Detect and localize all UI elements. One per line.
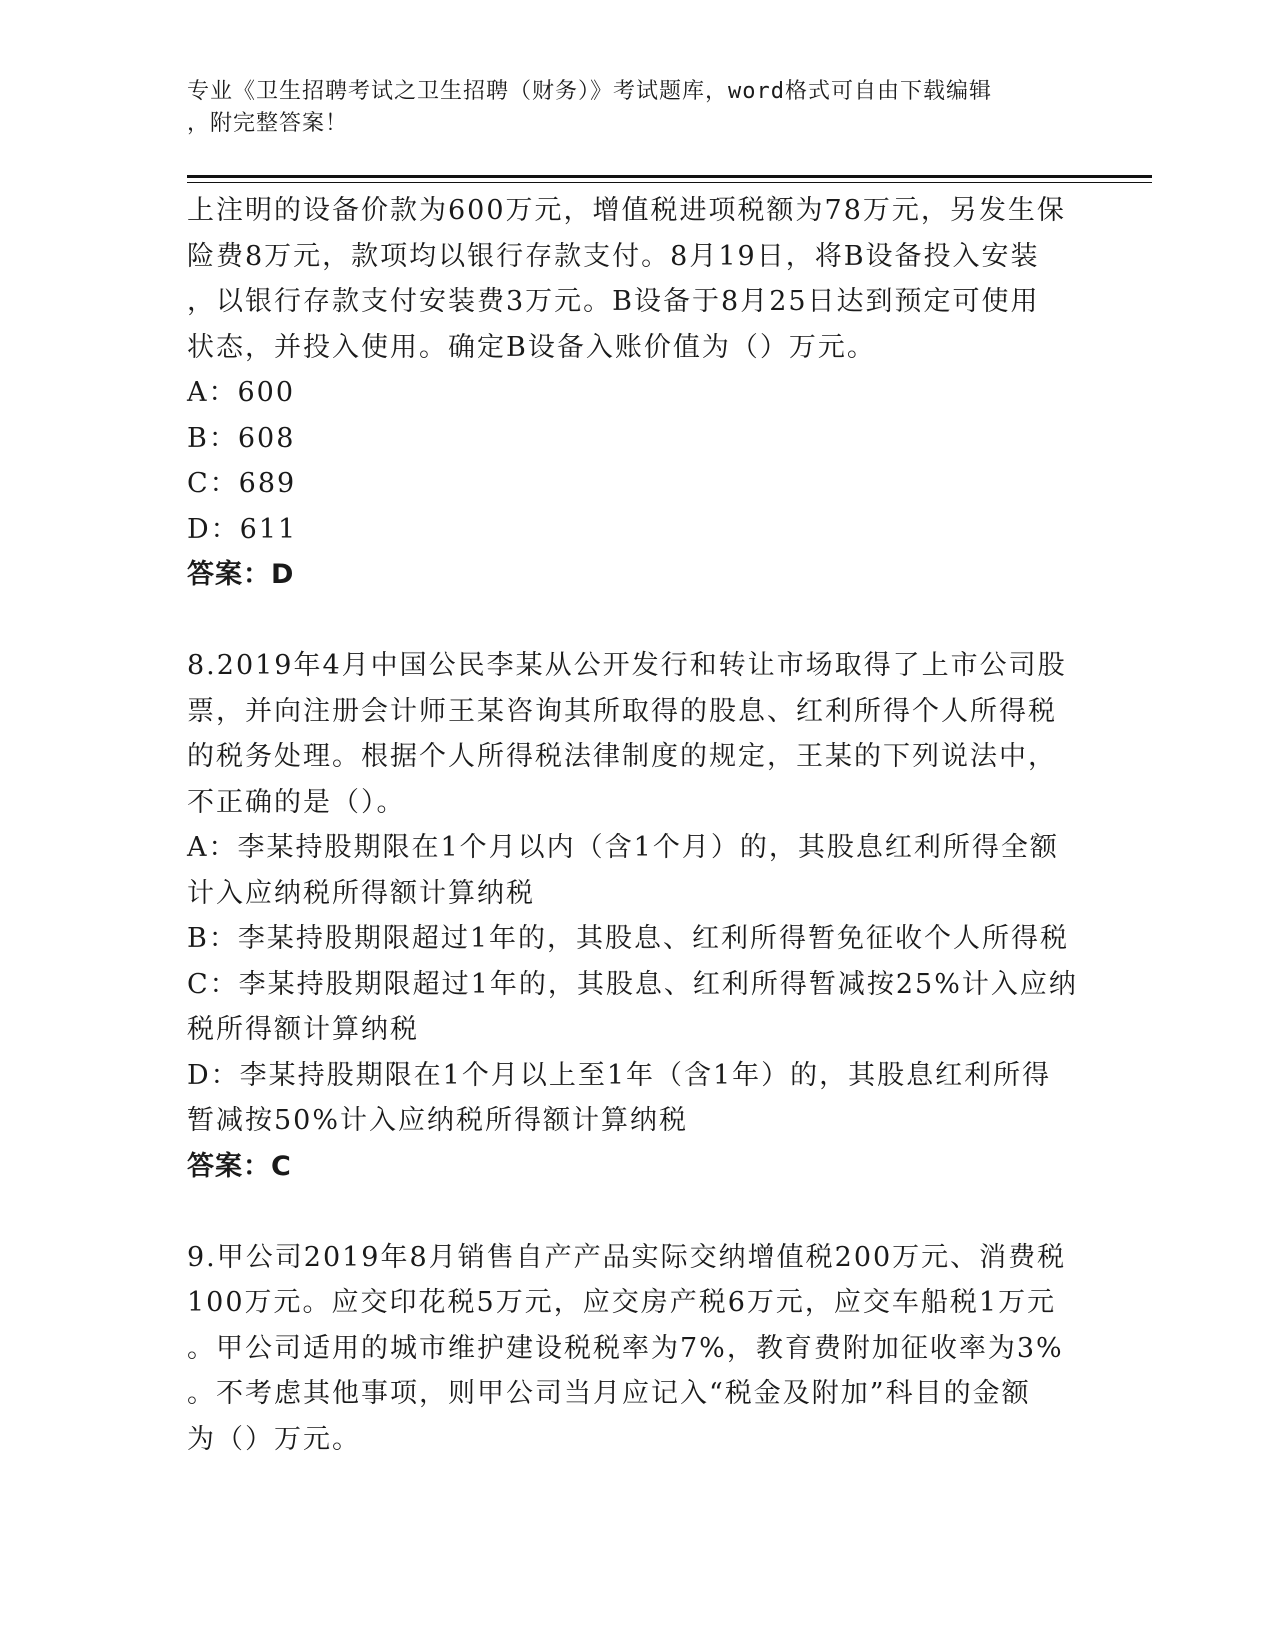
question-text-line: 险费8万元，款项均以银行存款支付。8月19日，将B设备投入安装 [187, 240, 1040, 272]
question-text-line: 不正确的是（）。 [187, 786, 406, 818]
spacer [187, 1189, 1087, 1235]
header-line-1: 专业《卫生招聘考试之卫生招聘（财务）》考试题库，word格式可自由下载编辑 [187, 79, 992, 104]
question-9 [187, 1235, 1087, 1463]
question-text-line: 的税务处理。根据个人所得税法律制度的规定，王某的下列说法中， [187, 741, 1057, 772]
question-text-line: 票，并向注册会计师王某咨询其所取得的股息、红利所得个人所得税 [187, 695, 1057, 727]
option-a-continued: 计入应纳税所得额计算纳税 [187, 877, 535, 909]
question-text-line: ，以银行存款支付安装费3万元。B设备于8月25日达到预定可使用 [187, 286, 1040, 317]
question-text-line: 9.甲公司2019年8月销售自产产品实际交纳增值税200万元、消费税 [187, 1241, 1067, 1273]
option-d-continued: 暂减按50%计入应纳税所得额计算纳税 [187, 1105, 689, 1136]
document-header [187, 76, 1067, 140]
header-line-2: ，附完整答案！ [187, 111, 349, 136]
option-a: A：李某持股期限在1个月以内（含1个月）的，其股息红利所得全额 [187, 832, 1059, 863]
question-text-line: 状态，并投入使用。确定B设备入账价值为（）万元。 [187, 331, 876, 363]
question-text-line: 8.2019年4月中国公民李某从公开发行和转让市场取得了上市公司股 [187, 650, 1067, 681]
question-8 [187, 643, 1087, 1189]
option-d: D：611 [187, 513, 298, 545]
header-rule-thick [187, 175, 1152, 178]
option-b: B：李某持股期限超过1年的，其股息、红利所得暂免征收个人所得税 [187, 923, 1070, 954]
spacer [187, 598, 1087, 644]
option-c: C：李某持股期限超过1年的，其股息、红利所得暂减按25%计入应纳 [187, 968, 1078, 1000]
header-rule-thin [187, 182, 1152, 183]
answer-label: 答案：D [187, 559, 295, 590]
question-text-line: 。不考虑其他事项，则甲公司当月应记入“税金及附加”科目的金额 [187, 1378, 1031, 1409]
option-c: C：689 [187, 468, 297, 499]
option-d: D：李某持股期限在1个月以上至1年（含1年）的，其股息红利所得 [187, 1059, 1052, 1091]
question-text-line: 。甲公司适用的城市维护建设税税率为7%，教育费附加征收率为3% [187, 1332, 1064, 1364]
question-text-line: 上注明的设备价款为600万元，增值税进项税额为78万元，另发生保 [187, 195, 1066, 226]
option-c-continued: 税所得额计算纳税 [187, 1014, 419, 1045]
question-text-line: 100万元。应交印花税5万元，应交房产税6万元，应交车船税1万元 [187, 1287, 1057, 1318]
question-7 [187, 188, 1087, 598]
document-body [187, 188, 1087, 1462]
option-b: B：608 [187, 422, 296, 454]
question-text-line: 为（）万元。 [187, 1423, 361, 1455]
answer-label: 答案：C [187, 1150, 292, 1182]
option-a: A：600 [187, 377, 296, 408]
